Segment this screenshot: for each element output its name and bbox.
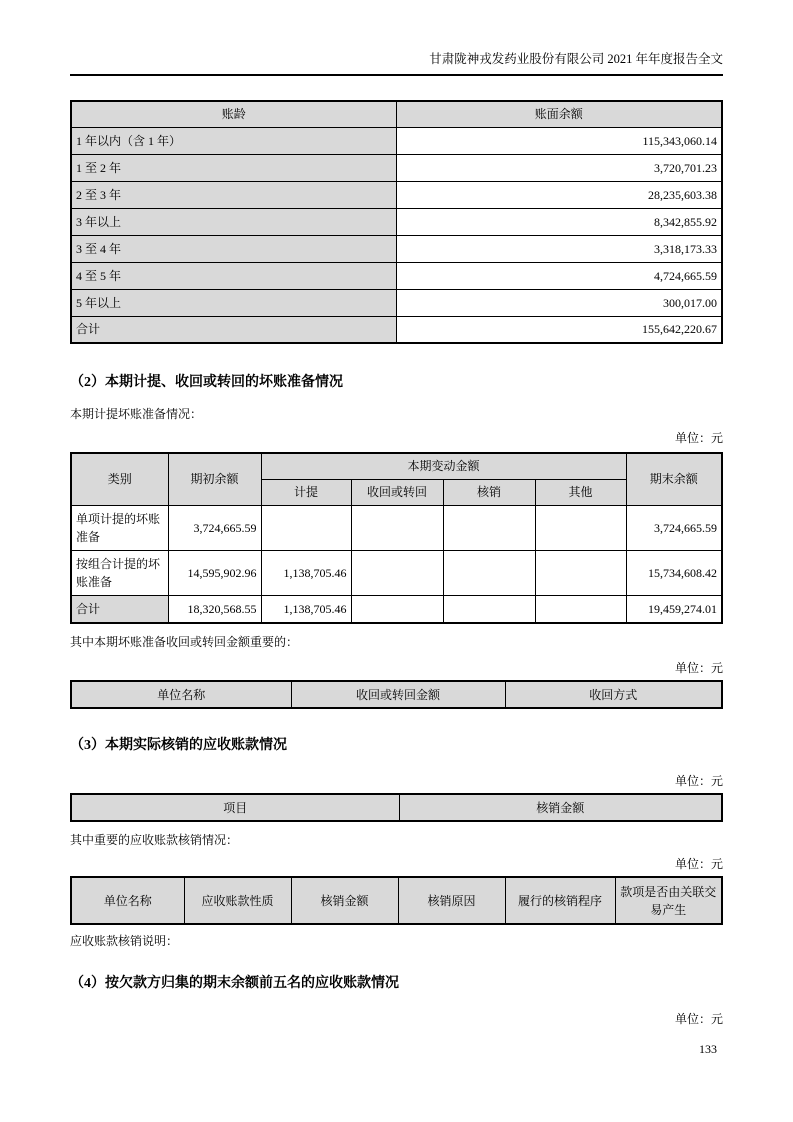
aging-label: 2 至 3 年 xyxy=(71,181,396,208)
ending-cell: 15,734,608.42 xyxy=(626,550,722,595)
balance-col-header: 账面余额 xyxy=(396,101,722,127)
writeoff-table xyxy=(70,793,723,822)
beginning-cell: 18,320,568.55 xyxy=(168,595,261,623)
unit-label: 单位：元 xyxy=(674,431,723,445)
recover-amount-col-header: 收回或转回金额 xyxy=(291,681,505,708)
important-writeoff-table xyxy=(70,876,723,925)
recover-subcol-header: 收回或转回 xyxy=(351,479,443,505)
unit-name-col-header: 单位名称 xyxy=(71,877,184,924)
recover-cell xyxy=(351,505,443,550)
aging-table-header-row xyxy=(71,101,722,127)
other-cell xyxy=(535,595,626,623)
section3-heading: （3）本期实际核销的应收账款情况 xyxy=(70,738,287,753)
writeoff-amount-col-header: 核销金额 xyxy=(399,794,722,821)
aging-label: 3 年以上 xyxy=(71,208,396,235)
table-row-total xyxy=(71,316,722,343)
writeoff-cell xyxy=(443,550,535,595)
aging-value: 3,318,173.33 xyxy=(396,235,722,262)
aging-label: 3 至 4 年 xyxy=(71,235,396,262)
unit-label: 单位：元 xyxy=(674,1012,723,1026)
writeoff-cell xyxy=(443,505,535,550)
table-row xyxy=(71,262,722,289)
recover-method-col-header: 收回方式 xyxy=(505,681,722,708)
aging-value: 115,343,060.14 xyxy=(396,127,722,154)
document-header xyxy=(70,0,723,76)
table-row xyxy=(71,550,722,595)
writeoff-explanation-note: 应收账款核销说明： xyxy=(70,934,179,948)
beginning-cell: 3,724,665.59 xyxy=(168,505,261,550)
writeoff-procedure-col-header: 履行的核销程序 xyxy=(505,877,615,924)
important-writeoff-note: 其中重要的应收账款核销情况： xyxy=(70,833,239,847)
important-writeoff-header-row xyxy=(71,877,722,924)
provision-subcol-header: 计提 xyxy=(261,479,351,505)
recovery-note: 其中本期坏账准备收回或转回金额重要的： xyxy=(70,635,299,649)
aging-value: 3,720,701.23 xyxy=(396,154,722,181)
related-transaction-col-header: 款项是否由关联交易产生 xyxy=(615,877,722,924)
aging-total-label: 合计 xyxy=(71,316,396,343)
provision-cell: 1,138,705.46 xyxy=(261,550,351,595)
change-group-header: 本期变动金额 xyxy=(261,453,626,479)
aging-total-value: 155,642,220.67 xyxy=(396,316,722,343)
other-cell xyxy=(535,550,626,595)
receivable-nature-col-header: 应收账款性质 xyxy=(184,877,291,924)
table-row xyxy=(71,289,722,316)
aging-value: 300,017.00 xyxy=(396,289,722,316)
provision-cell xyxy=(261,505,351,550)
recovery-header-row xyxy=(71,681,722,708)
writeoff-reason-col-header: 核销原因 xyxy=(398,877,505,924)
table-row xyxy=(71,235,722,262)
aging-label: 5 年以上 xyxy=(71,289,396,316)
table-row xyxy=(71,208,722,235)
page-number: 133 xyxy=(699,1042,717,1056)
aging-label: 1 至 2 年 xyxy=(71,154,396,181)
aging-value: 28,235,603.38 xyxy=(396,181,722,208)
category-col-header: 类别 xyxy=(71,453,168,505)
beginning-cell: 14,595,902.96 xyxy=(168,550,261,595)
document-header-title: 甘肃陇神戎发药业股份有限公司 2021 年年度报告全文 xyxy=(429,52,723,66)
unit-label: 单位：元 xyxy=(674,774,723,788)
writeoff-header-row xyxy=(71,794,722,821)
aging-col-header: 账龄 xyxy=(71,101,396,127)
writeoff-subcol-header: 核销 xyxy=(443,479,535,505)
other-subcol-header: 其他 xyxy=(535,479,626,505)
other-cell xyxy=(535,505,626,550)
writeoff-cell xyxy=(443,595,535,623)
recover-cell xyxy=(351,595,443,623)
recovery-table xyxy=(70,680,723,709)
table-row xyxy=(71,154,722,181)
provision-header-row1 xyxy=(71,453,722,479)
aging-table xyxy=(70,100,723,344)
aging-label: 4 至 5 年 xyxy=(71,262,396,289)
table-row xyxy=(71,505,722,550)
item-col-header: 项目 xyxy=(71,794,399,821)
aging-label: 1 年以内（含 1 年） xyxy=(71,127,396,154)
beginning-col-header: 期初余额 xyxy=(168,453,261,505)
ending-cell: 19,459,274.01 xyxy=(626,595,722,623)
recover-cell xyxy=(351,550,443,595)
section4-heading: （4）按欠款方归集的期末余额前五名的应收账款情况 xyxy=(70,976,399,991)
table-row-total xyxy=(71,595,722,623)
table-row xyxy=(71,181,722,208)
category-cell: 单项计提的坏账准备 xyxy=(71,505,168,550)
writeoff-amount-col-header: 核销金额 xyxy=(291,877,398,924)
category-total-cell: 合计 xyxy=(71,595,168,623)
ending-col-header: 期末余额 xyxy=(626,453,722,505)
unit-label: 单位：元 xyxy=(674,857,723,871)
section2-intro: 本期计提坏账准备情况： xyxy=(70,407,203,421)
section2-heading: （2）本期计提、收回或转回的坏账准备情况 xyxy=(70,375,343,390)
unit-label: 单位：元 xyxy=(674,661,723,675)
aging-value: 4,724,665.59 xyxy=(396,262,722,289)
unit-name-col-header: 单位名称 xyxy=(71,681,291,708)
table-row xyxy=(71,127,722,154)
provision-table xyxy=(70,452,723,624)
aging-value: 8,342,855.92 xyxy=(396,208,722,235)
page-content xyxy=(70,0,723,1027)
provision-cell: 1,138,705.46 xyxy=(261,595,351,623)
category-cell: 按组合计提的坏账准备 xyxy=(71,550,168,595)
ending-cell: 3,724,665.59 xyxy=(626,505,722,550)
